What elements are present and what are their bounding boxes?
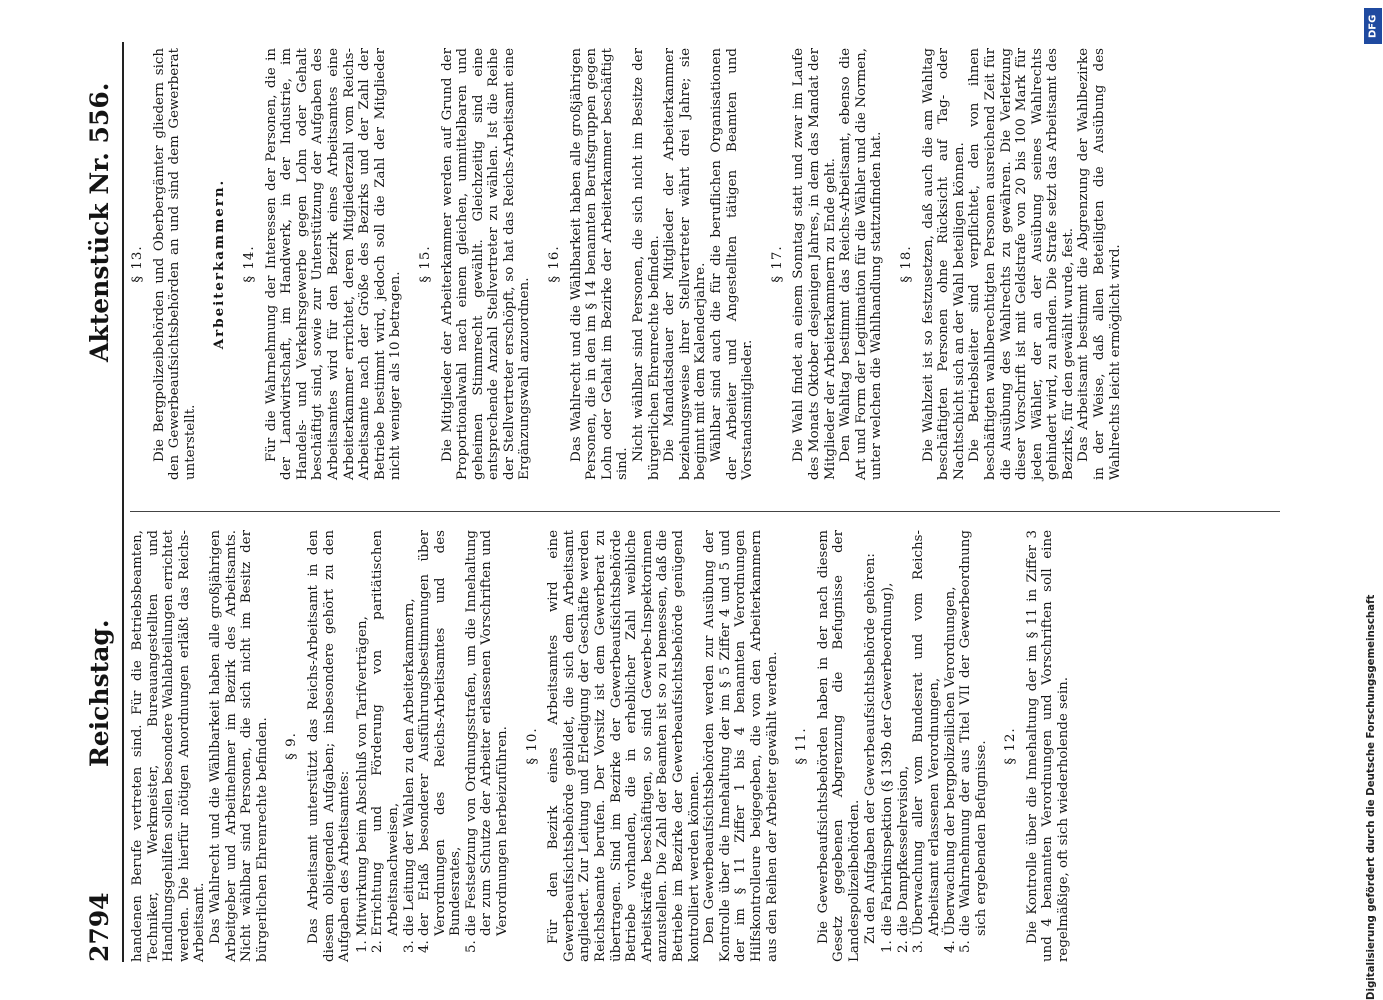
section-heading: § 15. bbox=[417, 245, 433, 283]
running-title-left: Reichstag. bbox=[85, 619, 114, 767]
list-item: 4. Überwachung der bergpolizeilichen Verordnungen, bbox=[943, 530, 959, 936]
paragraph: Das Arbeitsamt bestimmt die Abgrenzung der Wahlbezirke in der Weise, daß allen Beteiligten die Ausübung des Wahlrechts leicht ermöglicht wird. bbox=[1076, 48, 1123, 480]
section-heading: § 16. bbox=[547, 245, 563, 283]
paragraph: Das Arbeitsamt unterstützt das Reichs-Arbeitsamt in den diesem obliegenden Aufgaben; insbesondere gehört zu den Aufgaben des Arbeitsamtes: bbox=[305, 530, 353, 962]
section-heading: § 11. bbox=[794, 727, 810, 765]
dfg-logo: DFG bbox=[1364, 8, 1382, 44]
list-item: 5. die Wahrnehmung der aus Titel VII der Gewerbeordnung sich ergebenden Befugnisse. bbox=[958, 530, 989, 936]
paragraph: Das Wahlrecht und die Wählbarkeit haben alle großjährigen Personen, die in den im § 14 benannten Berufsgruppen gegen Lohn oder Gehalt im Bezirke der Arbeiterkammer beschäftigt sind. bbox=[568, 48, 631, 480]
paragraph: Für die Wahrnehmung der Interessen der Personen, die in der Landwirtschaft, im Handwerk, in der Industrie, im Handels- und Verkehrsgewerbe gegen Lohn oder Gehalt beschäftigt sind, sowie zur Unterstützung der Aufgaben des Arbeitsamtes wird für den Bezirk eines Arbeitsamtes eine Arbeiterkammer errichtet, deren Mitgliederzahl vom Reichs-Arbeitsamte nach der Größe des Bezirks und der Zahl der Betriebe bestimmt wird, jedoch soll die Zahl der Mitglieder nicht weniger als 10 betragen. bbox=[263, 48, 404, 480]
digitization-credit: Digitalisierung gefördert durch die Deutsche Forschungsgemeinschaft bbox=[1366, 594, 1377, 1000]
section-heading: § 18. bbox=[898, 245, 914, 283]
paragraph: Die Wahl findet an einem Sonntag statt und zwar im Laufe des Monats Oktober desjenigen Jahres, in dem das Mandat der Mitglieder der Arbeiterkammern zu Ende geht. bbox=[791, 48, 838, 480]
numbered-list bbox=[880, 530, 989, 962]
list-item: 3. die Leitung der Wahlen zu den Arbeiterkammern, bbox=[402, 530, 418, 936]
paragraph: Zu den Aufgaben der Gewerbeaufsichtsbehörde gehören: bbox=[862, 553, 878, 944]
section-heading: § 9. bbox=[284, 732, 300, 760]
chapter-heading: Arbeiterkammern. bbox=[211, 178, 228, 350]
section-heading: § 17. bbox=[769, 245, 785, 283]
document-page bbox=[48, 0, 1348, 1000]
paragraph: Die Kontrolle über die Innehaltung der im § 11 in Ziffer 3 und 4 benannten Verordnungen und Vorschriften soll eine regelmäßige, oft sich wiederholende sein. bbox=[1024, 530, 1072, 962]
numbered-list bbox=[355, 530, 511, 962]
paragraph: handenen Berufe vertreten sind. Für die Betriebsbeamten, Techniker, Werkmeister, Bureauangestellten und Handlungsgehilfen sollen besondere Wahlabteilungen errichtet werden. Die hierfür nötigen Anordnungen erläßt das Reichs-Arbeitsamt. bbox=[130, 530, 208, 962]
running-title-right: Aktenstück Nr. 556. bbox=[85, 82, 114, 362]
left-column bbox=[130, 530, 1072, 962]
list-item: 1. Mitwirkung beim Abschluß von Tarifverträgen, bbox=[355, 530, 371, 936]
section-heading: § 14. bbox=[241, 245, 257, 283]
paragraph: Den Wahltag bestimmt das Reichs-Arbeitsamt, ebenso die Art und Form der Legitimation für die Wähler und die Normen, unter welchen die Wahlhandlung stattzufinden hat. bbox=[838, 48, 885, 480]
list-item: 5. die Festsetzung von Ordnungsstrafen, um die Innehaltung der zum Schutze der Arbeiter erlassenen Vorschriften und Verordnungen herbeizuführen. bbox=[464, 530, 511, 936]
list-item: 4. der Erlaß besonderer Ausführungsbestimmungen über Verordnungen des Reichs-Arbeitsamtes und des Bundesrates, bbox=[417, 530, 464, 936]
list-item: 2. Errichtung und Förderung von paritätischen Arbeitsnachweisen, bbox=[370, 530, 401, 936]
paragraph: Die Betriebsleiter sind verpflichtet, den von ihnen beschäftigten wahlberechtigten Personen ausreichend Zeit für die Ausübung des Wahlrechts zu gewähren. Die Verletzung dieser Vorschrift ist mit Geldstrafe von 20 bis 100 Mark für jeden Wähler, der an der Ausübung seines Wahlrechts gehindert wird, zu ahnden. Die Strafe setzt das Arbeitsamt des Bezirks, für den gewählt wurde, fest. bbox=[967, 48, 1076, 480]
page-header bbox=[70, 42, 124, 962]
section-heading: § 10. bbox=[524, 727, 540, 765]
paragraph: Das Wahlrecht und die Wählbarkeit haben alle großjährigen Arbeitgeber und Arbeitnehmer im Bezirk des Arbeitsamts. Nicht wählbar sind Personen, die sich nicht im Besitz der bürgerlichen Ehrenrechte befinden. bbox=[207, 530, 270, 962]
section-heading: § 12. bbox=[1003, 727, 1019, 765]
paragraph: Die Gewerbeaufsichtsbehörden haben in der nach diesem Gesetz gegebenen Abgrenzung die Befugnisse der Landespolizeibehörden. bbox=[815, 530, 862, 962]
right-column bbox=[130, 48, 1123, 480]
list-item: 3. Überwachung aller vom Bundesrat und vom Reichs-Arbeitsamt erlassenen Verordnungen, bbox=[911, 530, 942, 936]
paragraph: Die Mitglieder der Arbeiterkammer werden auf Grund der Proportionalwahl nach einem gleichen, unmittelbaren und geheimen Stimmrecht gewählt. Gleichzeitig sind eine entsprechende Anzahl Stellvertreter zu wählen. Ist die Reihe der Stellvertreter erschöpft, so hat das Reichs-Arbeitsamt eine Ergänzungswahl anzuordnen. bbox=[439, 48, 533, 480]
paragraph: Den Gewerbeaufsichtsbehörden werden zur Ausübung der Kontrolle über die Innehaltung der im § 5 Ziffer 4 und 5 und der im § 11 Ziffer 1 bis 4 benannten Verordnungen Hilfskontrolleure beigegeben, die von den Arbeiterkammern aus den Reihen der Arbeiter gewählt werden. bbox=[702, 530, 780, 962]
list-item: 1. die Fabrikinspektion (§ 139b der Gewerbeordnung), bbox=[880, 530, 896, 936]
paragraph: Nicht wählbar sind Personen, die sich nicht im Besitze der bürgerlichen Ehrenrechte befinden. bbox=[631, 48, 662, 480]
section-heading: § 13. bbox=[130, 245, 145, 283]
paragraph: Die Wahlzeit ist so festzusetzen, daß auch die am Wahltag beschäftigten Personen ohne Rücksicht auf Tag- oder Nachtschicht sich an der Wahl beteiligen können. bbox=[920, 48, 967, 480]
list-item: 2. die Dampfkesselrevision, bbox=[896, 530, 912, 936]
paragraph: Die Mandatsdauer der Mitglieder der Arbeiterkammer beziehungsweise ihrer Stellvertreter währt drei Jahre; sie beginnt mit dem Kalenderjahre. bbox=[662, 48, 709, 480]
paragraph: Wählbar sind auch die für die beruflichen Organisationen der Arbeiter und Angestellten tätigen Beamten und Vorstandsmitglieder. bbox=[709, 48, 756, 480]
page-number: 2794 bbox=[85, 892, 114, 962]
paragraph: Die Bergpolizeibehörden und Oberbergämter gliedern sich den Gewerbeaufsichtsbehörden an und sind dem Gewerberat unterstellt. bbox=[151, 48, 198, 480]
column-divider bbox=[130, 511, 1280, 512]
paragraph: Für den Bezirk eines Arbeitsamtes wird eine Gewerbeaufsichtsbehörde gebildet, die sich dem Arbeitsamt angliedert. Zur Leitung und Erledigung der Geschäfte werden Reichsbeamte berufen. Der Vorsitz ist dem Gewerberat zu übertragen. Sind im Bezirke der Gewerbeaufsichtsbehörde Betriebe vorhanden, die in erheblicher Zahl weibliche Arbeitskräfte beschäftigen, so sind Gewerbe-Inspektorinnen anzustellen. Die Zahl der Beamten ist so zu bemessen, daß die Betriebe im Bezirke der Gewerbeaufsichtsbehörde genügend kontrolliert werden können. bbox=[546, 530, 702, 962]
